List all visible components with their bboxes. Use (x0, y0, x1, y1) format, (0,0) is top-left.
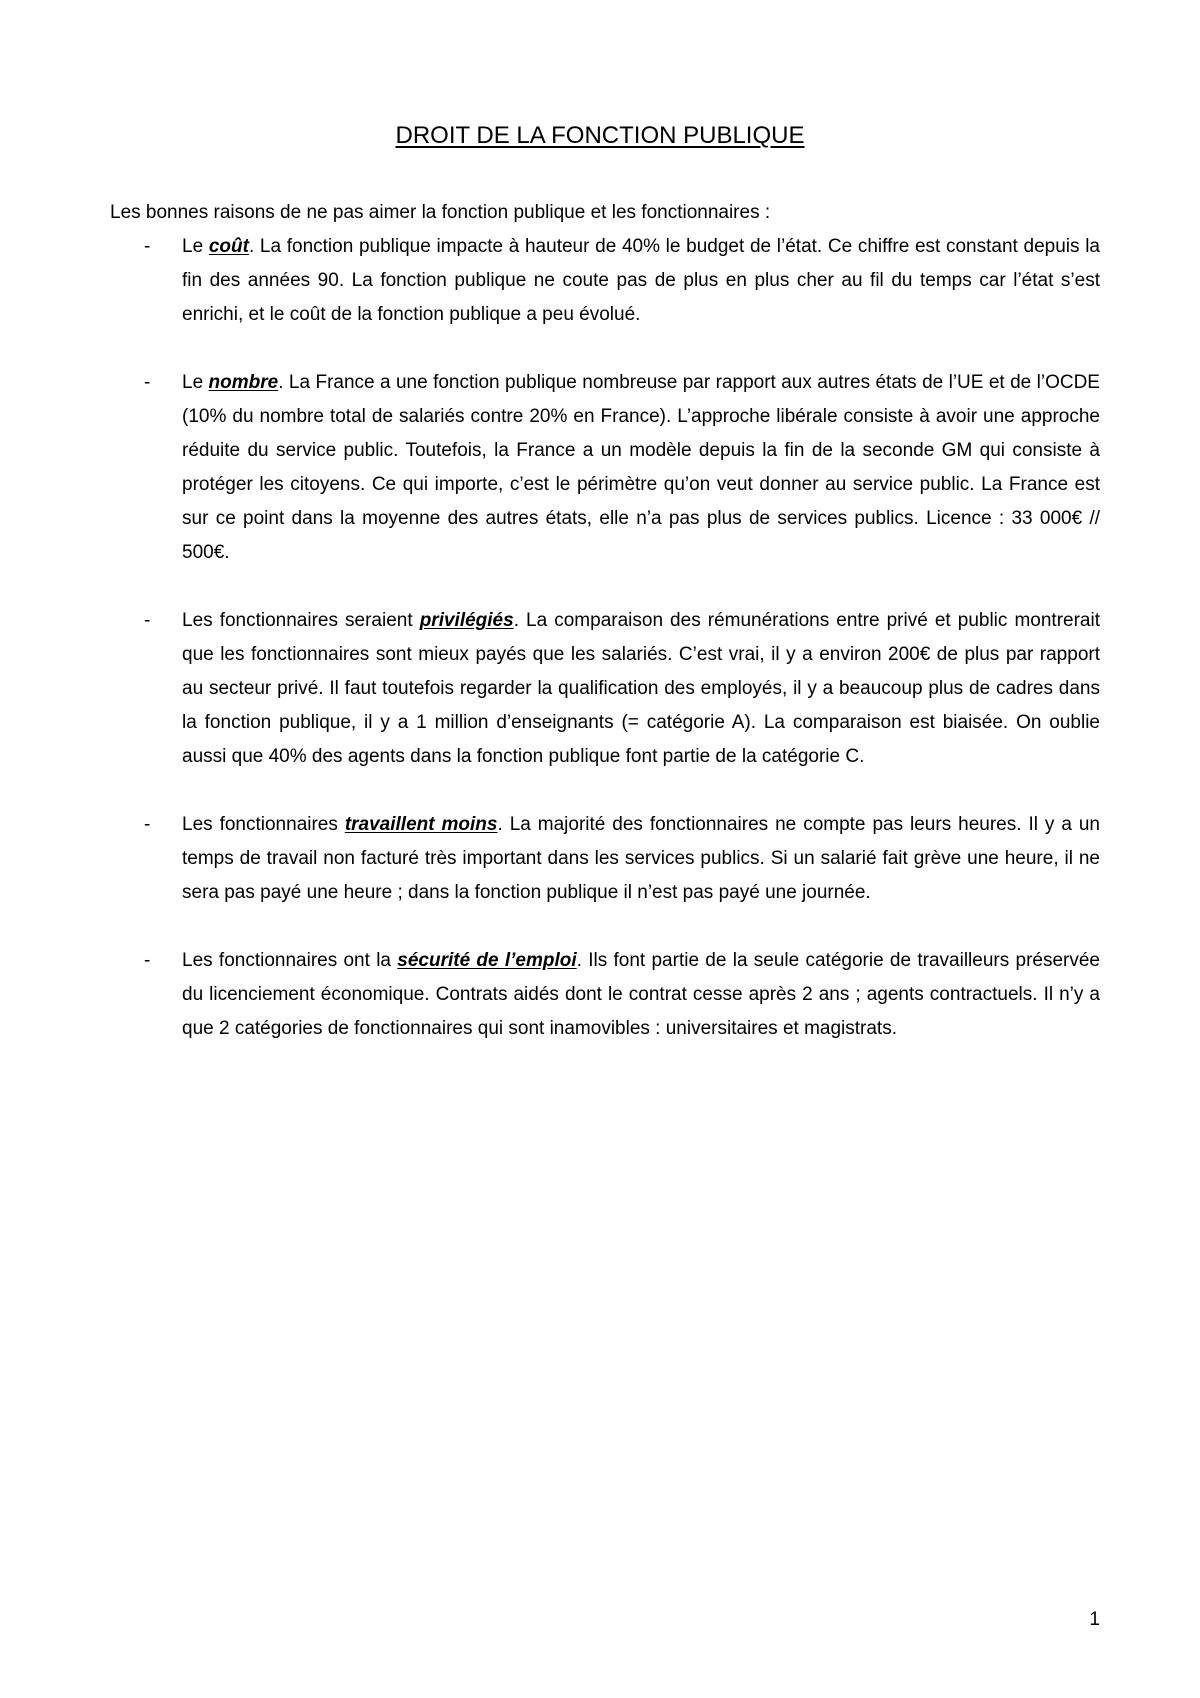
item-keyword: sécurité de l’emploi (397, 950, 577, 971)
bullet-dash: - (144, 372, 151, 393)
item-prefix: Les fonctionnaires seraient (182, 610, 420, 631)
item-body: . La fonction publique impacte à hauteur de 40% le budget de l’état. Ce chiffre est constant depuis la fin des années 90. La fonction publique ne coute pas de plus en plus cher au fil du temps car l’état s’est enrichi, et le coût de la fonction publique a peu évolué. (182, 236, 1100, 325)
list-item-text (182, 944, 1100, 1046)
item-keyword: nombre (208, 372, 279, 393)
document-title: DROIT DE LA FONCTION PUBLIQUE (395, 122, 805, 149)
item-keyword: coût (208, 236, 249, 257)
bullet-dash: - (144, 950, 151, 971)
item-body: . La comparaison des rémunérations entre privé et public montrerait que les fonctionnaires sont mieux payés que les salariés. C’est vrai, il y a environ 200€ de plus par rapport au secteur privé. Il faut toutefois regarder la qualification des employés, il y a beaucoup plus de cadres dans la fonction publique, il y a 1 million d’enseignants (= catégorie A). La comparaison est biaisée. On oublie aussi que 40% des agents dans la fonction publique font partie de la catégorie C. (182, 610, 1100, 767)
list-item-text (182, 366, 1100, 570)
item-prefix: Le (182, 236, 209, 257)
bullet-dash: - (144, 236, 151, 257)
list-item-securite-emploi (110, 944, 1100, 1046)
list-item-text (182, 808, 1100, 910)
item-prefix: Les fonctionnaires ont la (182, 950, 398, 971)
list-item-text (182, 604, 1100, 774)
item-body: . Ils font partie de la seule catégorie de travailleurs préservée du licenciement économique. Contrats aidés dont le contrat cesse après 2 ans ; agents contractuels. Il n’y a que 2 catégories de fonctionnaires qui sont inamovibles : universitaires et magistrats. (182, 950, 1100, 1039)
list-item-text (182, 230, 1100, 332)
list-item-cout (110, 230, 1100, 332)
page-number: 1 (1089, 1609, 1100, 1630)
intro-paragraph: Les bonnes raisons de ne pas aimer la fonction publique et les fonctionnaires : (110, 202, 771, 223)
list-item-travaillent-moins (110, 808, 1100, 910)
bullet-dash: - (144, 814, 151, 835)
item-prefix: Les fonctionnaires (182, 814, 345, 835)
item-prefix: Le (182, 372, 209, 393)
bullet-dash: - (144, 610, 151, 631)
item-body: . La France a une fonction publique nombreuse par rapport aux autres états de l’UE et de l’OCDE (10% du nombre total de salariés contre 20% en France). L’approche libérale consiste à avoir une approche réduite du service public. Toutefois, la France a un modèle depuis la fin de la seconde GM qui consiste à protéger les citoyens. Ce qui importe, c’est le périmètre qu’on veut donner au service public. La France est sur ce point dans la moyenne des autres états, elle n’a pas plus de services publics. Licence : 33 000€ // 500€. (182, 372, 1100, 563)
item-keyword: travaillent moins (344, 814, 498, 835)
item-body: . La majorité des fonctionnaires ne compte pas leurs heures. Il y a un temps de travail non facturé très important dans les services publics. Si un salarié fait grève une heure, il ne sera pas payé une heure ; dans la fonction publique il n’est pas payé une journée. (182, 814, 1100, 903)
reasons-list (110, 230, 1100, 1080)
item-keyword: privilégiés (419, 610, 514, 631)
list-item-nombre (110, 366, 1100, 570)
list-item-privilegies (110, 604, 1100, 774)
